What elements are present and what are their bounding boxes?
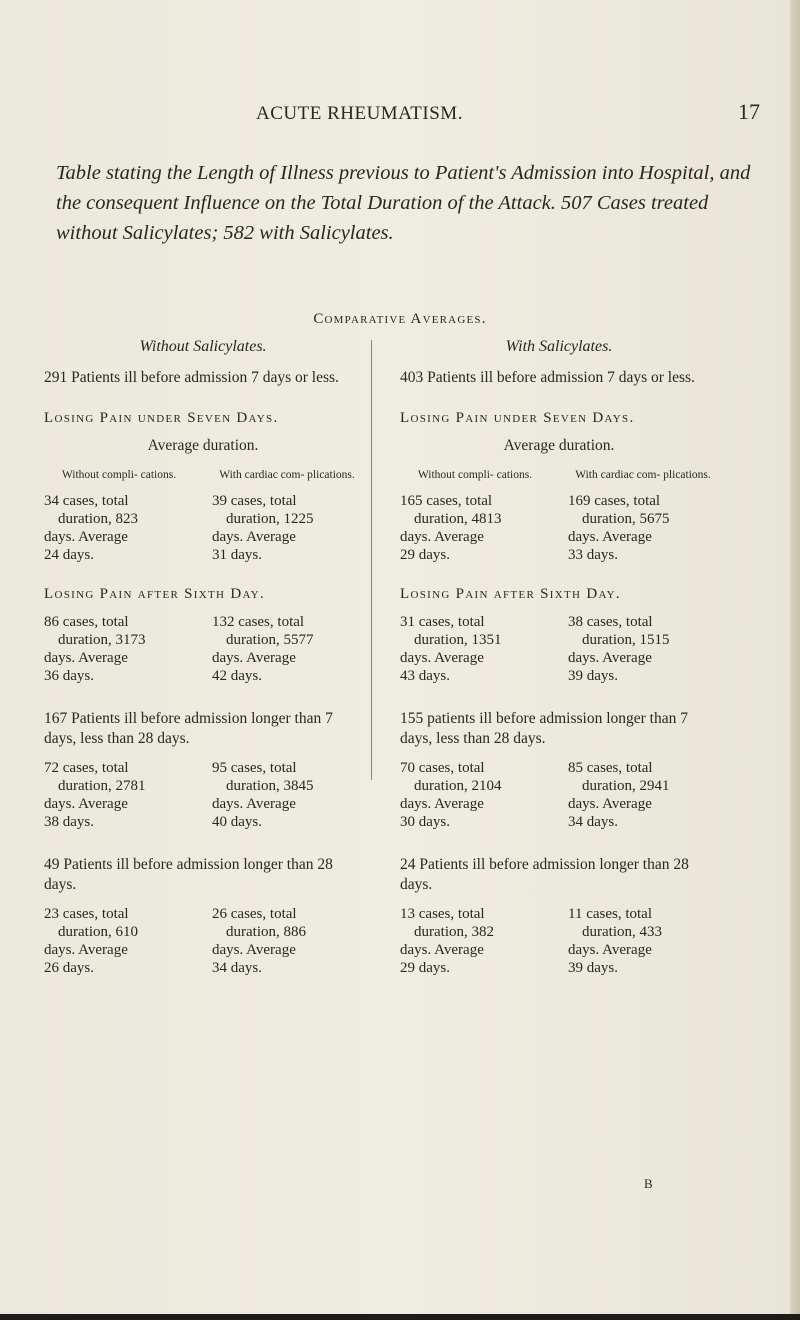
table-caption: Table stating the Length of Illness previous to Patient's Admission into Hospital, and the consequent Influence on the Total Duration of the Attack. 507 Cases treated without Salicylates; 582 with Salicylates. <box>56 162 751 244</box>
column-with-salicylates <box>400 338 718 977</box>
group-1 <box>400 492 718 564</box>
losing-under-heading: Losing Pain under Seven Days. <box>44 410 279 426</box>
group-4-a: 13 cases, total duration, 382 days. Average 29 days. <box>400 906 494 976</box>
group-4-b: 26 cases, total duration, 886 days. Average 34 days. <box>212 906 306 976</box>
sub-without-complications: Without compli- cations. <box>417 469 533 481</box>
sub-with-cardiac: With cardiac com- plications. <box>219 469 355 481</box>
losing-after-heading: Losing Pain after Sixth Day. <box>44 586 265 602</box>
group-1-b: 169 cases, total duration, 5675 days. Average 33 days. <box>568 493 670 563</box>
page-edge-right <box>790 0 800 1320</box>
column-title: With Salicylates. <box>505 338 613 355</box>
section-heading: Comparative Averages. <box>313 311 487 327</box>
subheadings <box>400 469 718 482</box>
intro-paragraph: 403 Patients ill before admission 7 days or less. <box>400 369 695 386</box>
group-3-b: 85 cases, total duration, 2941 days. Average 34 days. <box>568 760 670 830</box>
group-4-a: 23 cases, total duration, 610 days. Average 26 days. <box>44 906 138 976</box>
paragraph-over-28: 24 Patients ill before admission longer than 28 days. <box>400 856 689 893</box>
group-3 <box>44 759 362 831</box>
group-1-a: 34 cases, total duration, 823 days. Average 24 days. <box>44 493 138 563</box>
average-duration-label: Average duration. <box>503 437 615 454</box>
page-edge-bottom <box>0 1314 800 1320</box>
group-3 <box>400 759 718 831</box>
intro-paragraph: 291 Patients ill before admission 7 days or less. <box>44 369 339 386</box>
column-title: Without Salicylates. <box>139 338 267 355</box>
group-1-b: 39 cases, total duration, 1225 days. Average 31 days. <box>212 493 314 563</box>
losing-after-heading: Losing Pain after Sixth Day. <box>400 586 621 602</box>
column-without-salicylates <box>44 338 362 977</box>
sub-with-cardiac: With cardiac com- plications. <box>575 469 711 481</box>
paragraph-7-to-28: 167 Patients ill before admission longer than 7 days, less than 28 days. <box>44 710 333 747</box>
group-4-b: 11 cases, total duration, 433 days. Average 39 days. <box>568 906 662 976</box>
subheadings <box>44 469 362 482</box>
group-3-a: 72 cases, total duration, 2781 days. Average 38 days. <box>44 760 146 830</box>
group-3-b: 95 cases, total duration, 3845 days. Average 40 days. <box>212 760 314 830</box>
group-4 <box>44 905 362 977</box>
group-2 <box>44 613 362 685</box>
paragraph-over-28: 49 Patients ill before admission longer than 28 days. <box>44 856 333 893</box>
average-duration-label: Average duration. <box>147 437 259 454</box>
group-3-a: 70 cases, total duration, 2104 days. Average 30 days. <box>400 760 502 830</box>
group-2-b: 38 cases, total duration, 1515 days. Average 39 days. <box>568 614 670 684</box>
paragraph-7-to-28: 155 patients ill before admission longer than 7 days, less than 28 days. <box>400 710 688 747</box>
group-2 <box>400 613 718 685</box>
sub-without-complications: Without compli- cations. <box>61 469 177 481</box>
group-1-a: 165 cases, total duration, 4813 days. Average 29 days. <box>400 493 502 563</box>
group-1 <box>44 492 362 564</box>
column-divider <box>371 340 372 780</box>
signature-mark: B <box>644 1176 653 1191</box>
group-2-b: 132 cases, total duration, 5577 days. Average 42 days. <box>212 614 314 684</box>
group-4 <box>400 905 718 977</box>
running-header <box>0 99 800 133</box>
running-title: ACUTE RHEUMATISM. <box>256 103 463 124</box>
losing-under-heading: Losing Pain under Seven Days. <box>400 410 635 426</box>
group-2-a: 86 cases, total duration, 3173 days. Average 36 days. <box>44 614 146 684</box>
page-number: 17 <box>738 99 760 124</box>
group-2-a: 31 cases, total duration, 1351 days. Average 43 days. <box>400 614 502 684</box>
